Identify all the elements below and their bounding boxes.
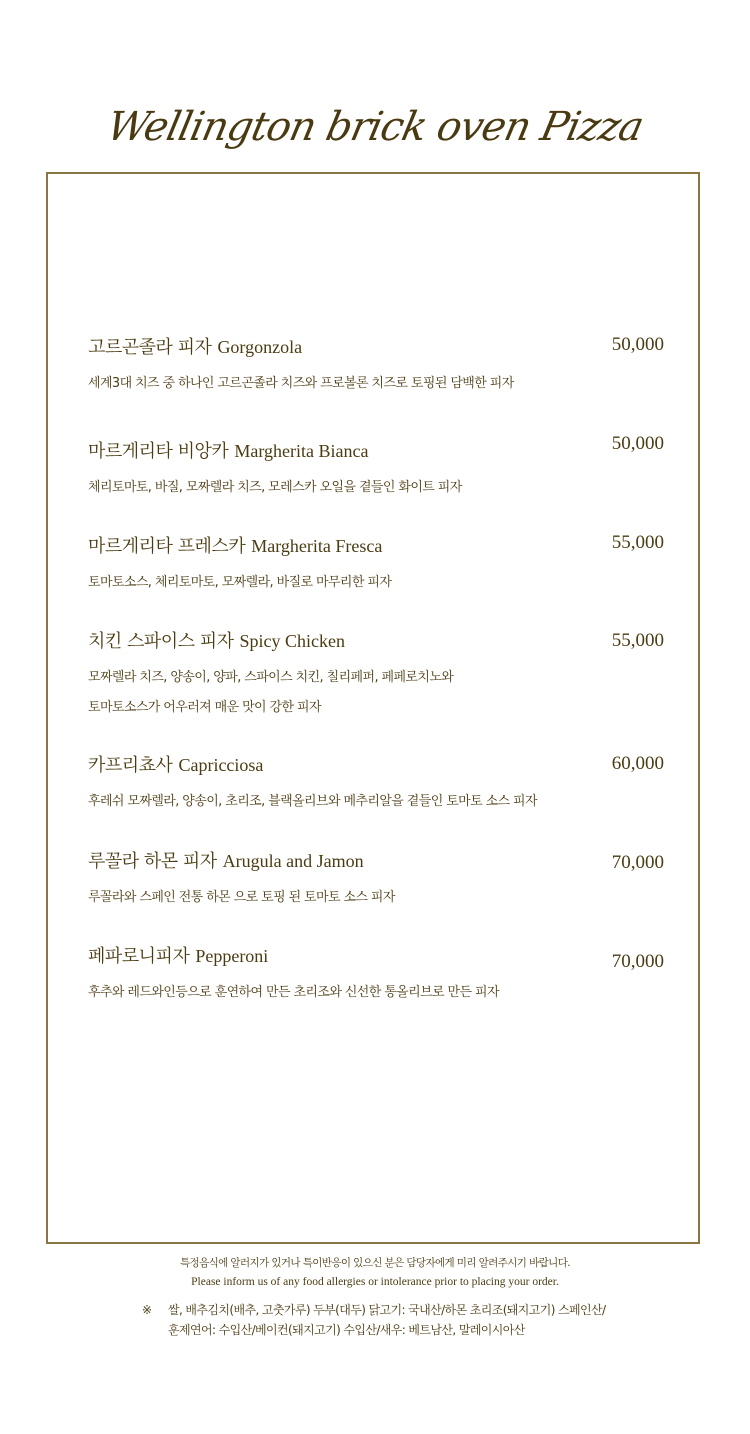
item-price: 70,000 [611, 852, 664, 873]
item-price: 50,000 [611, 433, 664, 454]
item-name-ko: 루꼴라 하몬 피자 [88, 851, 217, 872]
menu-item-margherita-fresca [88, 535, 668, 598]
allergy-notice [0, 1255, 750, 1288]
item-name-en: Gorgonzola [217, 337, 303, 357]
item-description: 토마토소스, 체리토마토, 모짜렐라, 바질로 마무리한 피자 [88, 575, 392, 590]
menu-item-gorgonzola [88, 336, 668, 399]
item-name-en: Arugula and Jamon [222, 851, 364, 871]
item-price: 60,000 [611, 753, 664, 774]
item-price: 70,000 [611, 951, 664, 972]
reference-mark-icon: ※ [142, 1303, 152, 1317]
menu-item-margherita-bianca [88, 440, 668, 503]
menu-item-spicy-chicken [88, 630, 668, 723]
item-name-en: Margherita Bianca [234, 441, 369, 461]
menu-item-capricciosa [88, 754, 668, 817]
item-description: 세계3대 치즈 중 하나인 고르곤졸라 치즈와 프로볼론 치즈로 토핑된 담백한 피자 [88, 376, 514, 391]
item-name-ko: 마르게리타 프레스카 [88, 536, 246, 557]
item-price: 55,000 [611, 630, 664, 651]
item-name-en: Capricciosa [178, 755, 264, 775]
menu-title: Wellington brick oven Pizza [102, 104, 648, 150]
item-name-en: Pepperoni [195, 946, 269, 966]
item-name-en: Margherita Fresca [251, 536, 383, 556]
origin-notice [142, 1300, 605, 1340]
allergy-notice-en: Please inform us of any food allergies or intolerance prior to placing your order. [191, 1276, 559, 1288]
item-name-ko: 마르게리타 비앙카 [88, 441, 229, 462]
item-price: 50,000 [611, 334, 664, 355]
menu-item-pepperoni [88, 945, 668, 1008]
item-name-ko: 페파로니피자 [88, 946, 190, 967]
item-description: 후추와 레드와인등으로 훈연하여 만든 초리조와 신선한 통올리브로 만든 피자 [88, 985, 499, 1000]
item-name-ko: 치킨 스파이스 피자 [88, 631, 234, 652]
menu-item-arugula-jamon [88, 850, 668, 913]
item-name-en: Spicy Chicken [239, 631, 346, 651]
item-description: 루꼴라와 스페인 전통 하몬 으로 토핑 된 토마토 소스 피자 [88, 890, 395, 905]
item-description: 후레쉬 모짜렐라, 양송이, 초리조, 블랙올리브와 메추리알을 곁들인 토마토 소스 피자 [88, 794, 537, 809]
item-name-ko: 고르곤졸라 피자 [88, 337, 212, 358]
item-name-ko: 카프리쵸사 [88, 755, 173, 776]
item-description-line: 토마토소스가 어우러져 매운 맛이 강한 피자 [88, 700, 321, 715]
origin-line-2: 훈제연어: 수입산/베이컨(돼지고기) 수입산/새우: 베트남산, 말레이시아산 [168, 1323, 525, 1337]
allergy-notice-ko: 특정음식에 알러지가 있거나 특이반응이 있으신 분은 담당자에게 미리 알려주시기 바랍니다. [179, 1257, 570, 1269]
item-description: 체리토마토, 바질, 모짜렐라 치즈, 모레스카 오일을 곁들인 화이트 피자 [88, 480, 462, 495]
item-description-line: 모짜렐라 치즈, 양송이, 양파, 스파이스 치킨, 칠리페퍼, 페페로치노와 [88, 670, 454, 685]
origin-line-1: 쌀, 배추김치(배추, 고춧가루) 두부(대두) 닭고기: 국내산/하몬 초리조(돼지고기) 스페인산/ [168, 1303, 606, 1317]
item-price: 55,000 [611, 532, 664, 553]
item-description [88, 663, 668, 723]
